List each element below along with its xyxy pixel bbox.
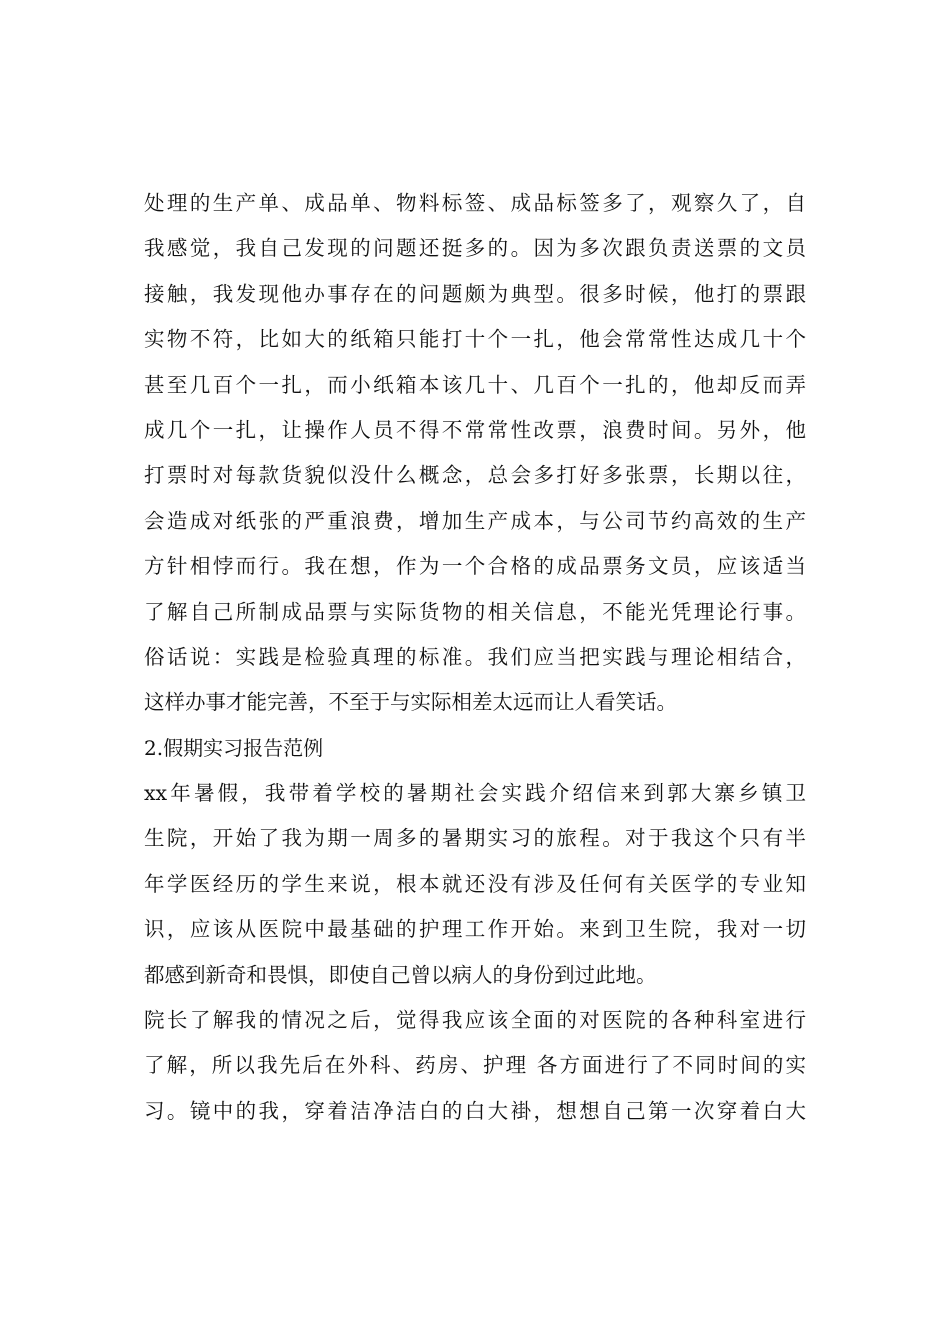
section-heading: 2.假期实习报告范例 xyxy=(144,735,324,760)
text-line: 年学医经历的学生来说，根本就还没有涉及任何有关医学的专业知 xyxy=(144,871,806,896)
text-line: 都感到新奇和畏惧，即使自己曾以病人的身份到过此地。 xyxy=(144,962,657,987)
text-line: 我感觉，我自己发现的问题还挺多的。因为多次跟负责送票的文员 xyxy=(144,236,806,261)
text-line: 实物不符，比如大的纸箱只能打十个一扎，他会常常性达成几十个 xyxy=(144,327,806,352)
text-line: 院长了解我的情况之后，觉得我应该全面的对医院的各种科室进行 xyxy=(144,1008,806,1033)
text-line: 会造成对纸张的严重浪费，增加生产成本，与公司节约高效的生产 xyxy=(144,508,806,533)
text-line: 了解，所以我先后在外科、药房、护理 各方面进行了不同时间的实 xyxy=(144,1053,806,1078)
text-line: xx年暑假，我带着学校的暑期社会实践介绍信来到郭大寨乡镇卫 xyxy=(144,781,806,806)
text-line: 俗话说：实践是检验真理的标准。我们应当把实践与理论相结合， xyxy=(144,644,806,669)
text-line: 习。镜中的我，穿着洁净洁白的白大褂，想想自己第一次穿着白大 xyxy=(144,1098,806,1123)
document-body xyxy=(144,181,806,1134)
text-line: 这样办事才能完善，不至于与实际相差太远而让人看笑话。 xyxy=(144,690,677,715)
text-line: 处理的生产单、成品单、物料标签、成品标签多了，观察久了，自 xyxy=(144,191,806,215)
text-line: 了解自己所制成品票与实际货物的相关信息，不能光凭理论行事。 xyxy=(144,599,806,624)
text-line: 打票时对每款货貌似没什么概念，总会多打好多张票，长期以往， xyxy=(144,463,806,488)
paragraph-hospital-rotation xyxy=(144,998,806,1134)
text-line: 生院，开始了我为期一周多的暑期实习的旅程。对于我这个只有半 xyxy=(144,826,806,851)
text-line: 接触，我发现他办事存在的问题颇为典型。很多时候，他打的票跟 xyxy=(144,281,806,306)
paragraph-finished-goods-clerk xyxy=(144,181,806,726)
text-line: 方针相悖而行。我在想，作为一个合格的成品票务文员，应该适当 xyxy=(144,554,806,579)
text-line: 甚至几百个一扎，而小纸箱本该几十、几百个一扎的，他却反而弄 xyxy=(144,372,806,397)
paragraph-summer-internship xyxy=(144,771,806,998)
text-line: 识，应该从医院中最基础的护理工作开始。来到卫生院，我对一切 xyxy=(144,917,806,942)
text-line: 成几个一扎，让操作人员不得不常常性改票，浪费时间。另外，他 xyxy=(144,417,806,442)
